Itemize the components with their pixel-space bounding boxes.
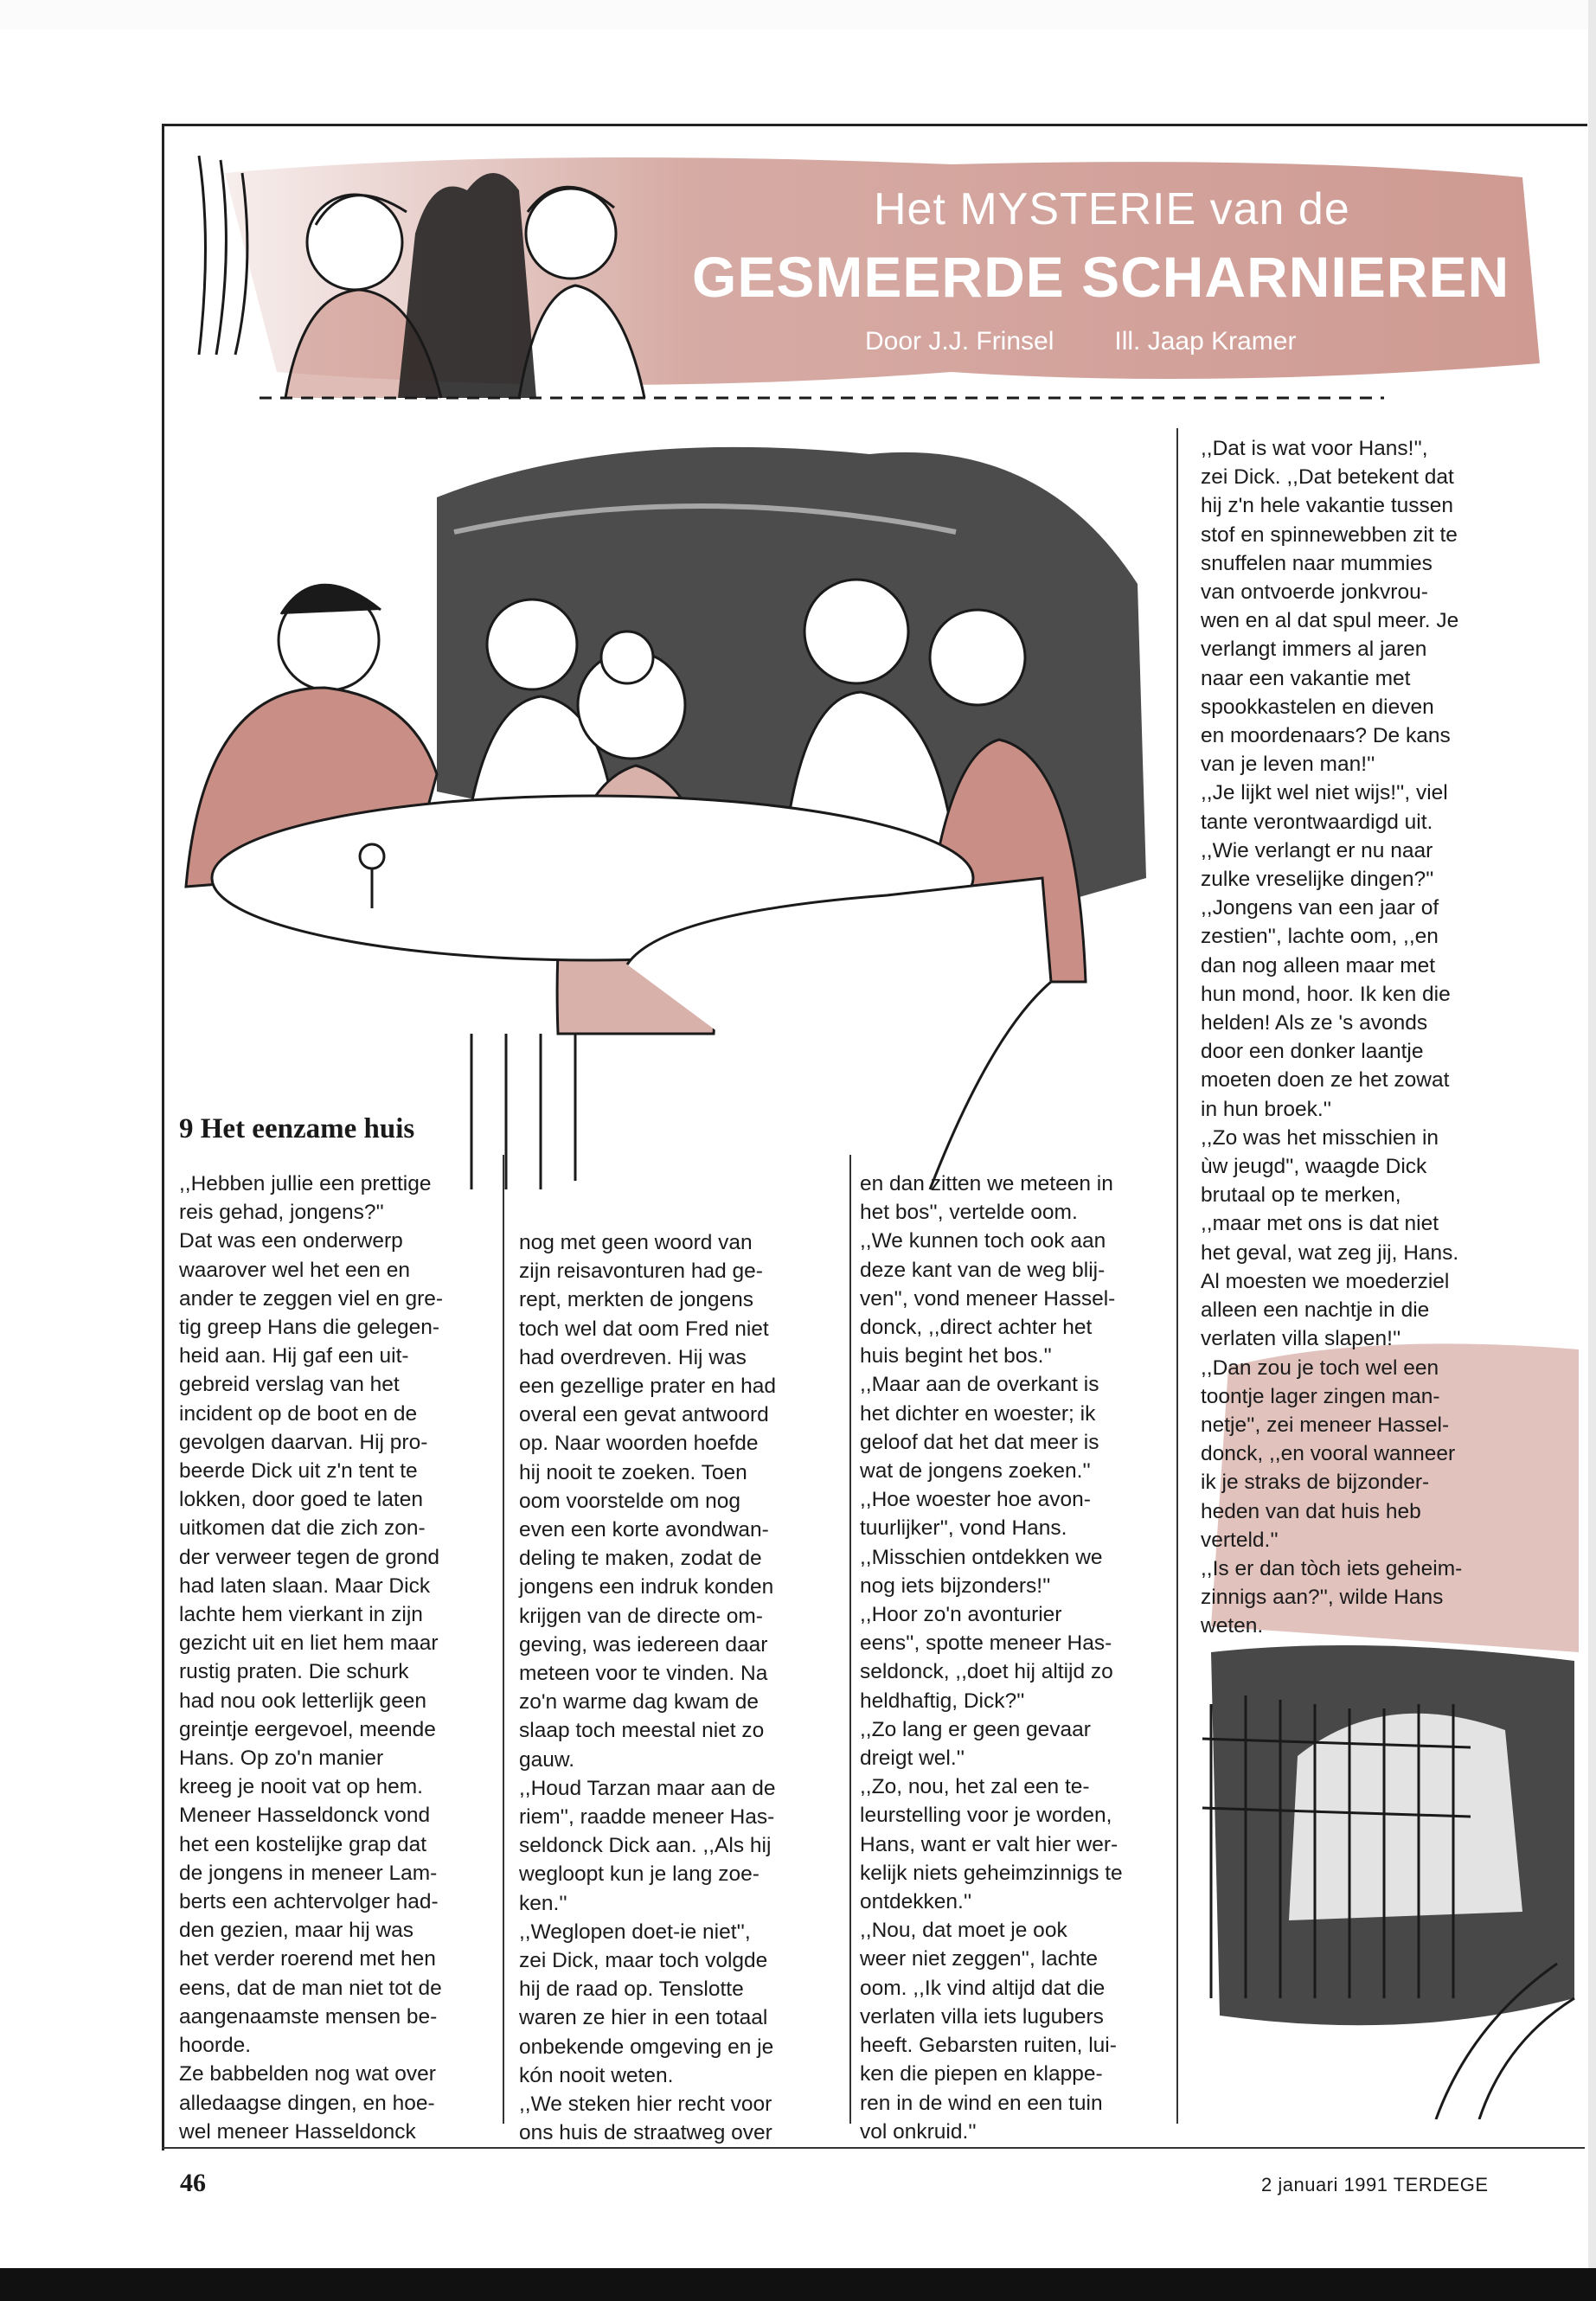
scan-edge-right xyxy=(1588,0,1596,2268)
article-column-2: nog met geen woord van zijn reisavonturen had ge- rept, merkten de jongens toch wel dat oom Fred niet had overdreven. Hij was een gezellige prater en had overal een gevat antwoord op. Naar woorden hoefde hij nooit te zoeken. Toen oom voorstelde om nog even een korte avondwan- deling te maken, zodat de jongens een indruk konden krijgen van de directe om- geving, was iedereen daar meteen voor te vinden. Na zo'n warme dag kwam de slaap toch meestal niet zo gauw. ,,Houd Tarzan maar aan de riem'', raadde meneer Has- seldonck Dick aan. ,,Als hij wegloopt kun je lang zoe- ken.'' ,,Weglopen doet-ie niet'', zei Dick, maar toch volgde hij de raad op. Tenslotte waren ze hier in een totaal onbekende omgeving en je kón nooit weten. ,,We steken hier recht voor ons huis de straatweg over xyxy=(519,1231,776,2145)
page-number: 46 xyxy=(180,2169,206,2197)
column-rule xyxy=(849,1155,851,2124)
garden-table-illustration xyxy=(177,428,1155,1198)
article-title-line2: GESMEERDE SCHARNIEREN xyxy=(692,245,1510,309)
villa-illustration xyxy=(1194,1635,1579,2119)
footer-rule xyxy=(162,2147,1585,2149)
article-column-1: ,,Hebben jullie een prettige reis gehad, jongens?'' Dat was een onderwerp waarover wel het een en ander te zeggen viel en gre- tig greep Hans die gelegen- heid aan. Hij gaf een uit- gebreid verslag van het incident op de boot en de gevolgen daarvan. Hij pro- beerde Dick uit z'n tent te lokken, door goed te laten uitkomen dat die zich zon- der verweer tegen de grond had laten slaan. Maar Dick lachte hem vierkant in zijn gezicht uit en liet hem maar rustig praten. Die schurk had nou ook letterlijk geen greintje eergevoel, meende Hans. Op zo'n manier kreeg je nooit vat op hem. Meneer Hasseldonck vond het een kostelijke grap dat de jongens in meneer Lam- berts een achtervolger had- den gezien, maar hij was het verder roerend met hen eens, dat de man niet tot de aangenaamste mensen be- hoorde. Ze babbelden nog wat over alledaagse dingen, en hoe- wel meneer Hasseldonck xyxy=(179,1172,444,2144)
issue-date: 2 januari 1991 TERDEGE xyxy=(1261,2174,1489,2195)
author-credit: Door J.J. Frinsel xyxy=(865,327,1054,356)
article-title-line1: Het MYSTERIE van de xyxy=(874,184,1350,234)
scan-edge-top xyxy=(0,0,1596,29)
article-column-3: en dan zitten we meteen in het bos'', vertelde oom. ,,We kunnen toch ook aan deze kant van de weg blij- ven'', vond meneer Hassel- donck, ,,direct achter het huis begint het bos.'' ,,Maar aan de overkant is het dichter en woester; ik geloof dat het dat meer is wat de jongens zoeken.'' ,,Hoe woester hoe avon- tuurlijker'', vond Hans. ,,Misschien ontdekken we nog iets bijzonders!'' ,,Hoor zo'n avonturier eens'', spotte meneer Has- seldonck, ,,doet hij altijd zo heldhaftig, Dick?'' ,,Zo lang er geen gevaar dreigt wel.'' ,,Zo, nou, het zal een te- leurstelling voor je worden, Hans, want er valt hier wer- kelijk niets geheimzinnigs te ontdekken.'' ,,Nou, dat moet je ook weer niet zeggen'', lachte oom. ,,Ik vind altijd dat die verlaten villa iets lugubers heeft. Gebarsten ruiten, lui- ken die piepen en klappe- ren in de wind en een tuin vol onkruid.'' xyxy=(860,1172,1123,2144)
chapter-heading: 9 Het eenzame huis xyxy=(179,1113,415,1144)
illustrator-credit: Ill. Jaap Kramer xyxy=(1114,327,1297,356)
article-column-4: ,,Dat is wat voor Hans!'', zei Dick. ,,Dat betekent dat hij z'n hele vakantie tussen stof en spinnewebben zit te snuffelen naar mummies van ontvoerde jonkvrou- wen en al dat spul meer. Je verlangt immers al jaren naar een vakantie met spookkastelen en dieven en moordenaars? De kans van je leven man!'' ,,Je lijkt wel niet wijs!'', viel tante verontwaardigd uit. ,,Wie verlangt er nu naar zulke vreselijke dingen?'' ,,Jongens van een jaar of zestien'', lachte oom, ,,en dan nog alleen maar met hun mond, hoor. Ik ken die helden! Als ze 's avonds door een donker laantje moeten doen ze het zowat in hun broek.'' ,,Zo was het misschien in ùw jeugd'', waagde Dick brutaal op te merken, ,,maar met ons is dat niet het geval, wat zeg jij, Hans. Al moesten we moederziel alleen een nachtje in die verlaten villa slapen!'' ,,Dan zou je toch wel een toontje lager zingen man- netje'', zei meneer Hassel- donck, ,,en vooral wanneer ik je straks de bijzonder- heden van dat huis heb verteld.'' ,,Is er dan tòch iets geheim- zinnigs aan?'', wilde Hans weten. xyxy=(1201,437,1463,1638)
scan-edge-bottom xyxy=(0,2268,1596,2301)
byline xyxy=(865,327,1296,356)
